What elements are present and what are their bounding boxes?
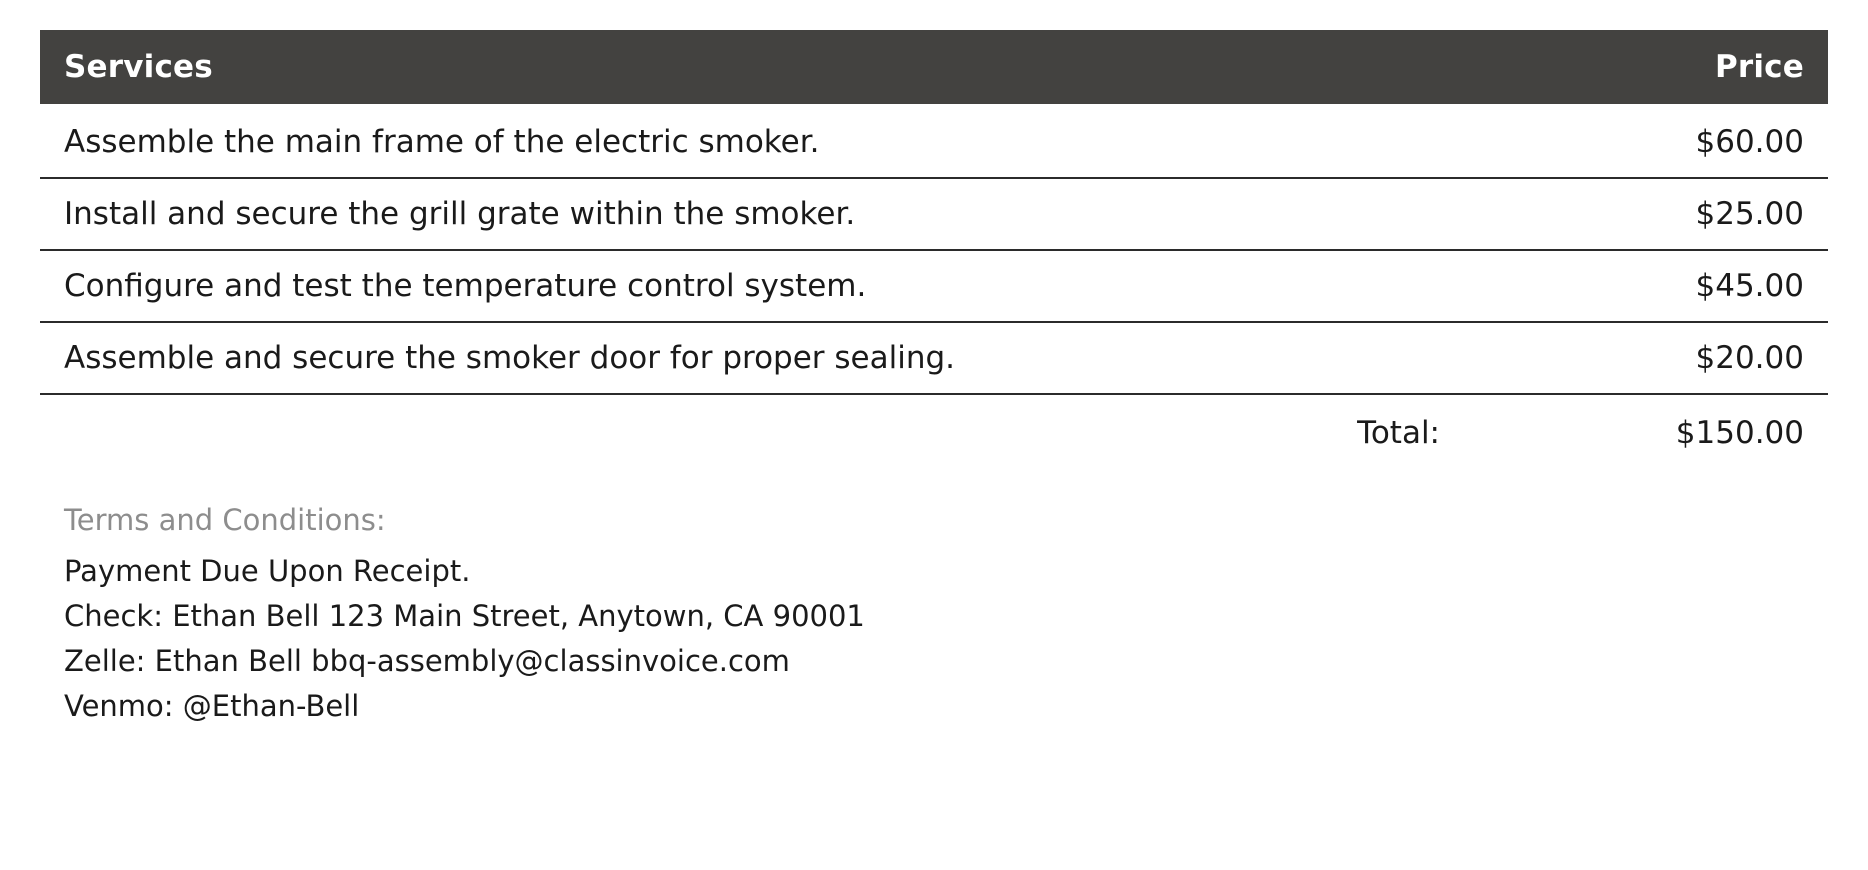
service-price: $20.00 <box>1480 322 1828 394</box>
service-description: Assemble the main frame of the electric smoker. <box>40 104 1480 178</box>
table-header <box>40 30 1828 104</box>
terms-heading: Terms and Conditions: <box>64 503 386 537</box>
column-header-price: Price <box>1480 30 1828 104</box>
table-row <box>40 250 1828 322</box>
table-body <box>40 104 1828 459</box>
service-price: $60.00 <box>1480 104 1828 178</box>
terms-line-check: Check: Ethan Bell 123 Main Street, Anytown, CA 90001 <box>64 598 865 633</box>
service-description: Configure and test the temperature control system. <box>40 250 1480 322</box>
terms-line-payment: Payment Due Upon Receipt. <box>64 554 471 588</box>
service-price: $45.00 <box>1480 250 1828 322</box>
table-total-row <box>40 394 1828 459</box>
terms-line-venmo: Venmo: @Ethan-Bell <box>64 688 360 723</box>
table-row <box>40 104 1828 178</box>
service-description: Install and secure the grill grate within the smoker. <box>40 178 1480 250</box>
service-price: $25.00 <box>1480 178 1828 250</box>
table-row <box>40 178 1828 250</box>
column-header-services: Services <box>40 30 1480 104</box>
table-header-row <box>40 30 1828 104</box>
services-price-table <box>40 30 1828 459</box>
total-amount: $150.00 <box>1675 415 1804 451</box>
service-description: Assemble and secure the smoker door for proper sealing. <box>40 322 1480 394</box>
table-row <box>40 322 1828 394</box>
terms-and-conditions <box>40 503 1828 729</box>
total-label: Total: <box>1357 415 1440 451</box>
terms-line-zelle: Zelle: Ethan Bell bbq-assembly@classinvoice.com <box>64 643 790 678</box>
